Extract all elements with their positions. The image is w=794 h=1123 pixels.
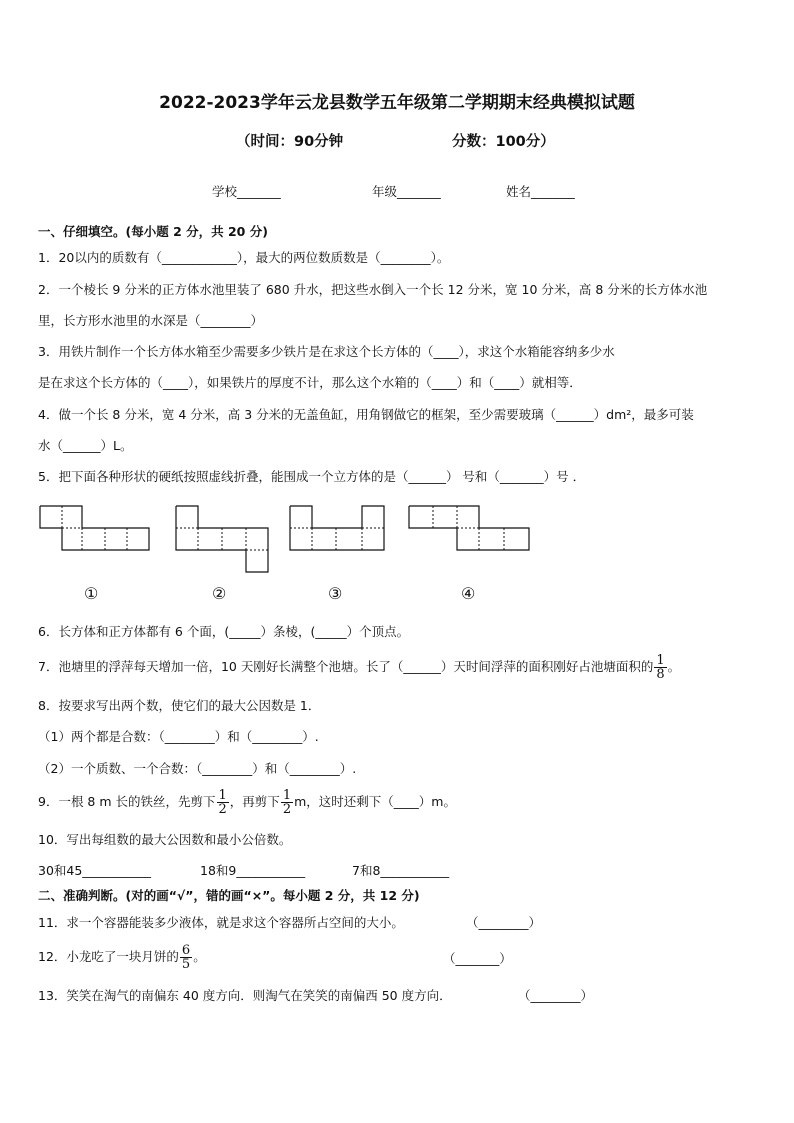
question-8-part-2: （2）一个质数、一个合数：（________）和（________）. <box>38 761 357 776</box>
question-8: 8．按要求写出两个数，使它们的最大公因数是 1． <box>38 698 321 713</box>
name-field: 姓名_______ <box>506 184 575 199</box>
question-11-answer-blank: （________） <box>466 915 542 930</box>
question-3-line-2: 是在求这个长方体的（____），如果铁片的厚度不计，那么这个水箱的（____）和（____）就相等． <box>38 375 582 390</box>
fraction-one-eighth <box>654 654 666 681</box>
fraction-denominator: 8 <box>656 667 665 682</box>
question-2-line-2: 里，长方形水池里的水深是（________） <box>38 313 264 328</box>
fraction-denominator: 2 <box>282 802 292 817</box>
question-7-text: 7．池塘里的浮萍每天增加一倍，10 天刚好长满整个池塘。长了（______）天时间浮萍的面积刚好占池塘面积的 <box>38 659 654 674</box>
fraction-one-half-b <box>281 789 293 816</box>
question-9-text-b: ，再剪下 <box>229 794 280 809</box>
question-4-line-2: 水（______）L。 <box>38 438 133 453</box>
question-5: 5．把下面各种形状的硬纸按照虚线折叠，能围成一个立方体的是（______） 号和（_______）号 ． <box>38 469 586 484</box>
net-figure-4 <box>405 502 535 554</box>
question-9-text-c: m，这时还剩下（____）m。 <box>294 794 456 809</box>
net-figure-1 <box>36 500 154 556</box>
fraction-numerator: 1 <box>282 788 292 803</box>
net-figure-3 <box>286 502 390 554</box>
question-10-item-2: 18和9___________ <box>200 863 306 878</box>
fraction-denominator: 2 <box>218 802 227 817</box>
question-11: 11．求一个容器能装多少液体，就是求这个容器所占空间的大小。 <box>38 915 404 930</box>
question-12 <box>38 941 206 973</box>
question-10: 10．写出每组数的最大公因数和最小公倍数。 <box>38 832 292 847</box>
question-10-item-3: 7和8___________ <box>352 863 450 878</box>
question-9 <box>38 786 456 818</box>
fraction-six-fifths <box>180 944 192 971</box>
page-title: 2022-2023学年云龙县数学五年级第二学期期末经典模拟试题 <box>159 93 635 113</box>
question-4-line-1: 4．做一个长 8 分米，宽 4 分米，高 3 分米的无盖鱼缸，用角钢做它的框架，至少需要玻璃（______）dm²，最多可装 <box>38 407 694 422</box>
figure-label-2: ② <box>212 584 227 603</box>
question-7 <box>38 652 680 682</box>
fraction-numerator: 6 <box>181 943 191 958</box>
figure-label-4: ④ <box>461 584 476 603</box>
fraction-one-half-a <box>217 789 229 816</box>
figure-label-1: ① <box>84 584 99 603</box>
fraction-numerator: 1 <box>218 788 227 803</box>
question-1: 1．20以内的质数有（____________），最大的两位数质数是（________）。 <box>38 250 450 265</box>
question-12-answer-blank: （_______） <box>443 951 512 966</box>
question-3-line-1: 3．用铁片制作一个长方体水箱至少需要多少铁片是在求这个长方体的（____），求这个水箱能容纳多少水 <box>38 344 615 359</box>
fraction-denominator: 5 <box>181 957 191 972</box>
question-13: 13．笑笑在淘气的南偏东 40 度方向．则淘气在笑笑的南偏西 50 度方向． <box>38 988 452 1003</box>
question-10-item-1: 30和45___________ <box>38 863 152 878</box>
section-1-heading: 一、仔细填空。(每小题 2 分，共 20 分) <box>38 224 268 239</box>
school-field: 学校_______ <box>212 184 281 199</box>
exam-score: 分数：100分） <box>452 134 555 150</box>
exam-time: （时间：90分钟 <box>236 134 344 150</box>
grade-field: 年级_______ <box>372 184 441 199</box>
question-9-text-a: 9．一根 8 m 长的铁丝，先剪下 <box>38 794 216 809</box>
question-8-part-1: （1）两个都是合数：（________）和（________）. <box>38 729 319 744</box>
question-13-answer-blank: （________） <box>518 988 594 1003</box>
fraction-numerator: 1 <box>656 653 665 668</box>
question-12-end: 。 <box>193 949 206 964</box>
question-12-text: 12．小龙吃了一块月饼的 <box>38 949 179 964</box>
section-2-heading: 二、准确判断。(对的画“√”，错的画“×”。每小题 2 分，共 12 分) <box>38 888 420 903</box>
net-figure-2 <box>172 502 274 576</box>
question-2-line-1: 2．一个棱长 9 分米的正方体水池里装了 680 升水，把这些水倒入一个长 12 分米，宽 10 分米，高 8 分米的长方体水池 <box>38 282 708 297</box>
figure-label-3: ③ <box>328 584 343 603</box>
question-7-end: 。 <box>667 659 681 674</box>
question-6: 6．长方体和正方体都有 6 个面，(_____）条棱，(_____）个顶点。 <box>38 624 410 639</box>
